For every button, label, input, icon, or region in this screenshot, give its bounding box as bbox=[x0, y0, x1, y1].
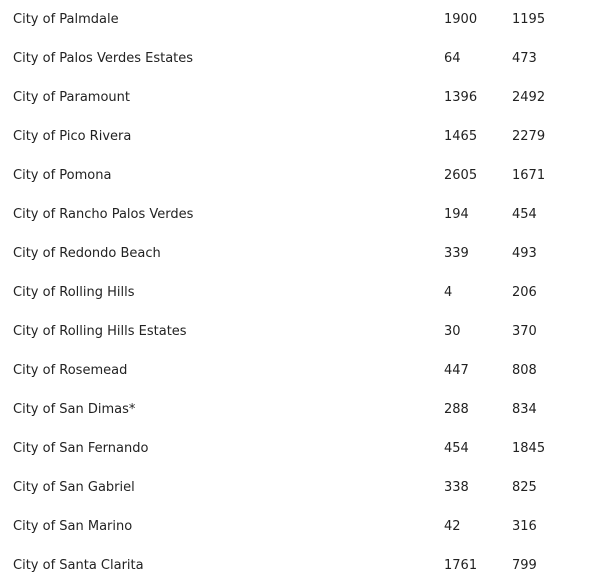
value-b-cell: 834 bbox=[512, 402, 537, 417]
value-b-cell: 1195 bbox=[512, 12, 546, 27]
value-a-cell: 4 bbox=[444, 285, 453, 300]
value-a-cell: 1465 bbox=[444, 129, 478, 144]
table-row bbox=[0, 507, 589, 546]
city-name-cell: City of Pico Rivera bbox=[13, 129, 132, 144]
value-b-cell: 825 bbox=[512, 480, 537, 495]
value-b-cell: 370 bbox=[512, 324, 537, 339]
city-name-cell: City of Redondo Beach bbox=[13, 246, 161, 261]
value-a-cell: 447 bbox=[444, 363, 469, 378]
table-row bbox=[0, 0, 589, 39]
value-a-cell: 2605 bbox=[444, 168, 478, 183]
value-a-cell: 30 bbox=[444, 324, 461, 339]
table-row bbox=[0, 429, 589, 468]
value-a-cell: 42 bbox=[444, 519, 461, 534]
city-name-cell: City of Palmdale bbox=[13, 12, 119, 27]
value-a-cell: 1396 bbox=[444, 90, 478, 105]
value-b-cell: 493 bbox=[512, 246, 537, 261]
table-row bbox=[0, 117, 589, 156]
city-name-cell: City of Rolling Hills bbox=[13, 285, 135, 300]
city-name-cell: City of San Gabriel bbox=[13, 480, 135, 495]
table-row bbox=[0, 390, 589, 429]
value-b-cell: 473 bbox=[512, 51, 537, 66]
table-row bbox=[0, 195, 589, 234]
value-b-cell: 2492 bbox=[512, 90, 546, 105]
value-b-cell: 316 bbox=[512, 519, 537, 534]
table-row bbox=[0, 351, 589, 390]
value-a-cell: 194 bbox=[444, 207, 469, 222]
table-row bbox=[0, 546, 589, 585]
value-b-cell: 1671 bbox=[512, 168, 546, 183]
table-row bbox=[0, 273, 589, 312]
table-row bbox=[0, 78, 589, 117]
value-b-cell: 2279 bbox=[512, 129, 546, 144]
city-name-cell: City of San Marino bbox=[13, 519, 133, 534]
city-name-cell: City of Rolling Hills Estates bbox=[13, 324, 187, 339]
city-name-cell: City of Palos Verdes Estates bbox=[13, 51, 194, 66]
value-b-cell: 454 bbox=[512, 207, 537, 222]
city-name-cell: City of San Fernando bbox=[13, 441, 149, 456]
table-row bbox=[0, 234, 589, 273]
value-b-cell: 808 bbox=[512, 363, 537, 378]
value-a-cell: 288 bbox=[444, 402, 469, 417]
value-a-cell: 1900 bbox=[444, 12, 478, 27]
city-name-cell: City of Pomona bbox=[13, 168, 112, 183]
city-name-cell: City of Rancho Palos Verdes bbox=[13, 207, 194, 222]
value-b-cell: 1845 bbox=[512, 441, 546, 456]
value-a-cell: 64 bbox=[444, 51, 461, 66]
value-a-cell: 338 bbox=[444, 480, 469, 495]
city-name-cell: City of Paramount bbox=[13, 90, 130, 105]
value-a-cell: 454 bbox=[444, 441, 469, 456]
table-row bbox=[0, 312, 589, 351]
value-b-cell: 799 bbox=[512, 558, 537, 573]
value-b-cell: 206 bbox=[512, 285, 537, 300]
table-row bbox=[0, 39, 589, 78]
table-row bbox=[0, 468, 589, 507]
value-a-cell: 339 bbox=[444, 246, 469, 261]
city-name-cell: City of Rosemead bbox=[13, 363, 128, 378]
city-name-cell: City of San Dimas* bbox=[13, 402, 136, 417]
city-name-cell: City of Santa Clarita bbox=[13, 558, 144, 573]
table-row bbox=[0, 156, 589, 195]
value-a-cell: 1761 bbox=[444, 558, 478, 573]
